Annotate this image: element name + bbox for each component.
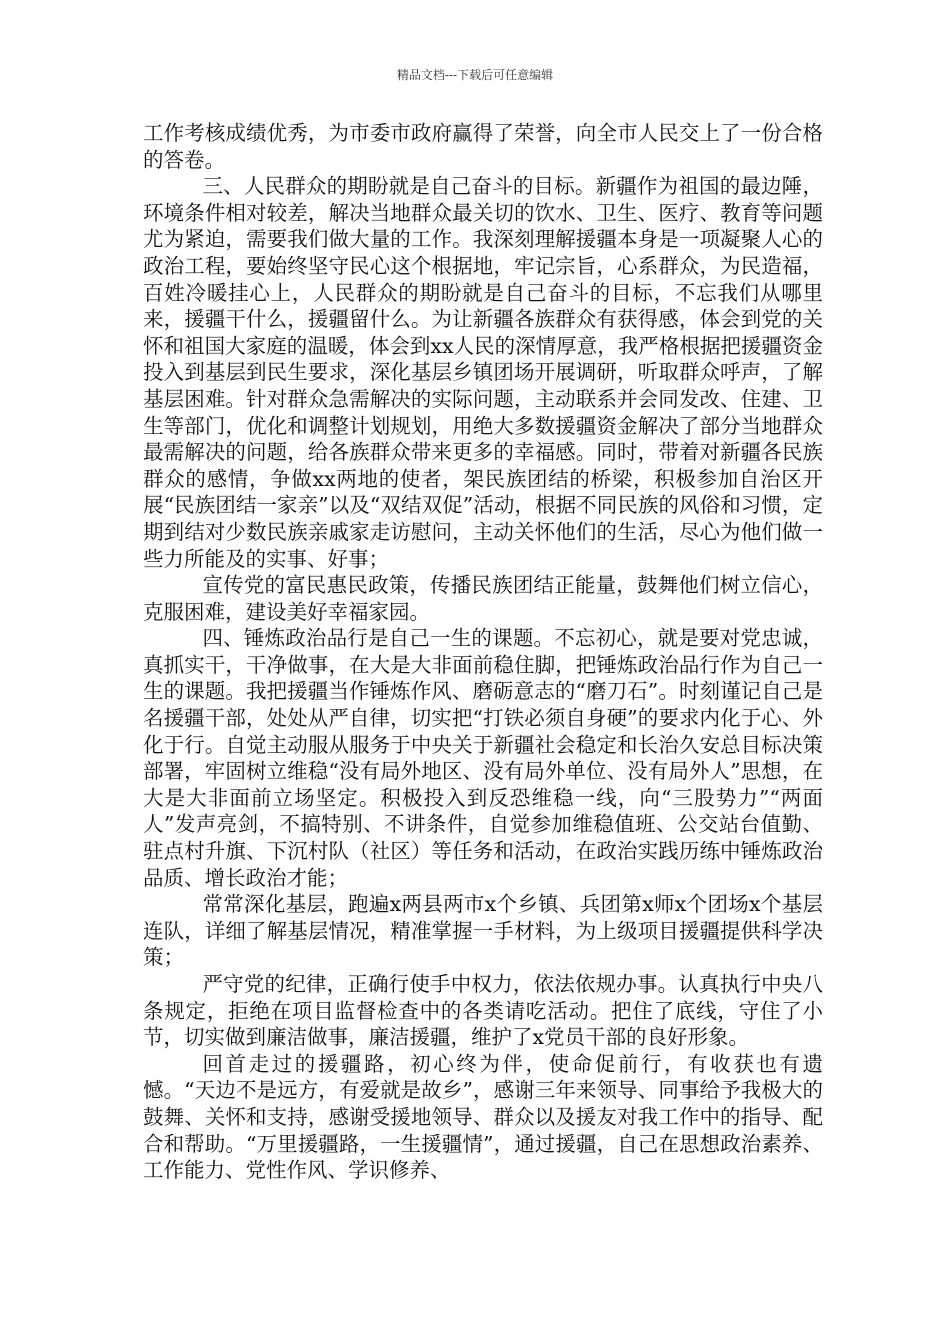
paragraph: 工作考核成绩优秀，为市委市政府赢得了荣誉，向全市人民交上了一份合格的答卷。 [143, 121, 823, 172]
paragraph: 三、人民群众的期盼就是自己奋斗的目标。新疆作为祖国的最边陲，环境条件相对较差，解决当地群众最关切的饮水、卫生、医疗、教育等问题尤为紧迫，需要我们做大量的工作。我深刻理解援疆本身是一项凝聚人心的政治工程，要始终坚守民心这个根据地，牢记宗旨，心系群众，为民造福，百姓冷暖挂心上，人民群众的期盼就是自己奋斗的目标，不忘我们从哪里来，援疆干什么，援疆留什么。为让新疆各族群众有获得感，体会到党的关怀和祖国大家庭的温暖，体会到xx人民的深情厚意，我严格根据把援疆资金投入到基层到民生要求，深化基层乡镇团场开展调研，听取群众呼声，了解基层困难。针对群众急需解决的实际问题，主动联系并会同发改、住建、卫生等部门，优化和调整计划规划，用绝大多数援疆资金解决了部分当地群众最需解决的问题，给各族群众带来更多的幸福感。同时，带着对新疆各民族群众的感情，争做xx两地的使者，架民族团结的桥梁，积极参加自治区开展“民族团结一家亲”以及“双结双促”活动，根据不同民族的风俗和习惯，定期到结对少数民族亲戚家走访慰问，主动关怀他们的生活，尽心为他们做一些力所能及的实事、好事； [143, 174, 823, 571]
page-header: 精品文档---下载后可任意编辑 [396, 68, 554, 82]
paragraph: 严守党的纪律，正确行使手中权力，依法依规办事。认真执行中央八条规定，拒绝在项目监督检查中的各类请吃活动。把住了底线，守住了小节，切实做到廉洁做事，廉洁援疆，维护了x党员干部的良好形象。 [143, 972, 823, 1050]
paragraph: 常常深化基层，跑遍x两县两市x个乡镇、兵团第x师x个团场x个基层连队，详细了解基层情况，精准掌握一手材料，为上级项目援疆提供科学决策； [143, 892, 823, 970]
paragraph: 宣传党的富民惠民政策，传播民族团结正能量，鼓舞他们树立信心，克服困难，建设美好幸福家园。 [143, 573, 823, 624]
document-body [143, 120, 823, 1184]
paragraph: 四、锤炼政治品行是自己一生的课题。不忘初心，就是要对党忠诚，真抓实干，干净做事，在大是大非面前稳住脚，把锤炼政治品行作为自己一生的课题。我把援疆当作锤炼作风、磨砺意志的“磨刀石”。时刻谨记自己是名援疆干部，处处从严自律，切实把“打铁必须自身硬”的要求内化于心、外化于行。自觉主动服从服务于中央关于新疆社会稳定和长治久安总目标决策部署，牢固树立维稳“没有局外地区、没有局外单位、没有局外人”思想，在大是大非面前立场坚定。积极投入到反恐维稳一线，向“三股势力”“两面人”发声亮剑，不搞特别、不讲条件，自觉参加维稳值班、公交站台值勤、驻点村升旗、下沉村队（社区）等任务和活动，在政治实践历练中锤炼政治品质、增长政治才能； [143, 626, 823, 890]
paragraph: 回首走过的援疆路，初心终为伴，使命促前行，有收获也有遗憾。“天边不是远方，有爱就是故乡”，感谢三年来领导、同事给予我极大的鼓舞、关怀和支持，感谢受援地领导、群众以及援友对我工作中的指导、配合和帮助。“万里援疆路，一生援疆情”，通过援疆，自己在思想政治素养、工作能力、党性作风、学识修养、 [143, 1051, 823, 1183]
